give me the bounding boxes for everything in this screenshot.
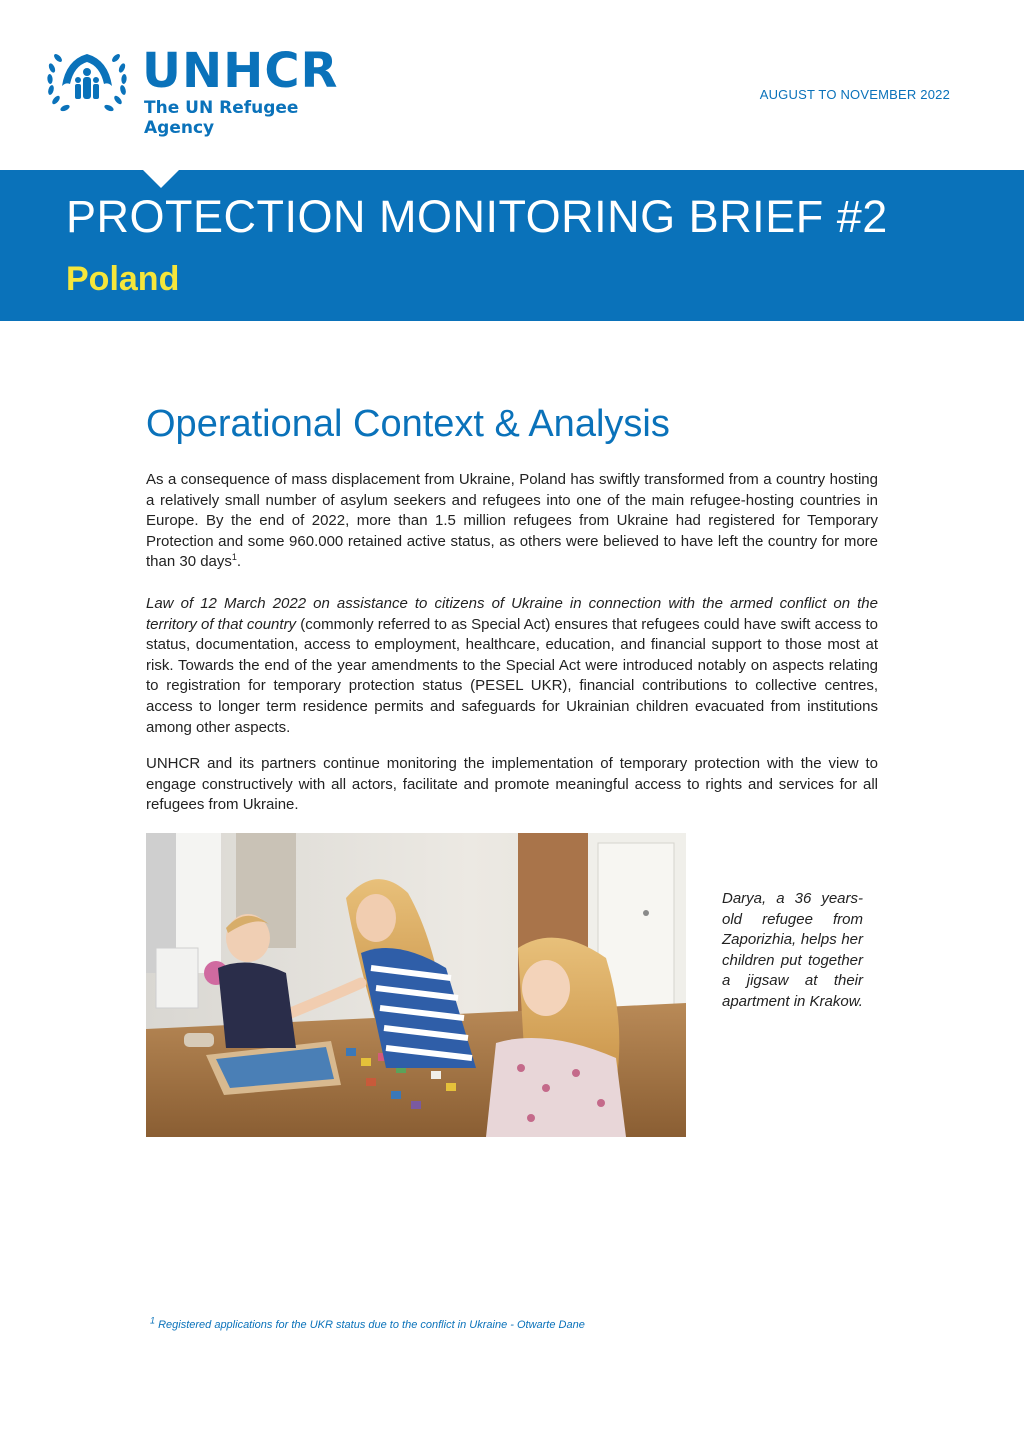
family-photo: [146, 833, 686, 1137]
footnote-reference[interactable]: 1: [231, 552, 237, 563]
law-reference: Law of 12 March 2022 on assistance to citizens of Ukraine in connection with the armed conflict on the territory of that country: [146, 595, 878, 633]
logo-name: UNHCR: [142, 43, 339, 99]
paragraph-context-end: .: [236, 553, 242, 571]
paragraph-context-text: As a consequence of mass displacement from Ukraine, Poland has swiftly transformed from a country hosting a relatively small number of asylum seekers and refugees into one of the main refugee-hosting countries in Europe. By the end of 2022, more than 1.5 million refugees from Ukraine had registered for Temporary Protection and some 960.000 retained active status, as others were believed to have left the country for more than 30 days: [146, 471, 878, 571]
unhcr-emblem-icon: [42, 42, 132, 122]
paragraph-monitoring: UNHCR and its partners continue monitoring the implementation of temporary protection with the view to engage constructively with all actors, facilitate and promote meaningful access to rights and services for all refugees from Ukraine.: [146, 755, 878, 814]
logo-subtitle: The UN Refugee Agency: [144, 98, 299, 138]
document-title: PROTECTION MONITORING BRIEF #2: [66, 191, 888, 242]
photo-caption: Darya, a 36 years-old refugee from Zaporizhia, helps her children put together a jigsaw at their apartment in Krakow.: [722, 890, 863, 1010]
footnote-text: Registered applications for the UKR status due to the conflict in Ukraine - Otwarte Dane: [155, 1319, 585, 1331]
footnote-marker: 1: [150, 1315, 156, 1326]
date-range: AUGUST TO NOVEMBER 2022: [759, 87, 950, 102]
footnote: [150, 1315, 585, 1331]
photo-illustration: [146, 833, 686, 1137]
section-heading: Operational Context & Analysis: [146, 403, 670, 445]
paragraph-special-act: [146, 594, 878, 738]
paragraph-context: [146, 470, 878, 573]
country-subtitle: Poland: [66, 260, 180, 298]
unhcr-logo: [42, 42, 372, 138]
paragraph-special-act-text: (commonly referred to as Special Act) ensures that refugees could have swift access to status, documentation, access to employment, healthcare, education, and financial support to those most at risk. Towards the end of the year amendments to the Special Act were introduced notably on aspects relating to registration for temporary protection status (PESEL UKR), financial contributions to collective centres, access to longer term residence permits and safeguards for Ukrainian children evacuated from institutions among other aspects.: [146, 615, 879, 736]
banner-notch: [143, 170, 179, 188]
